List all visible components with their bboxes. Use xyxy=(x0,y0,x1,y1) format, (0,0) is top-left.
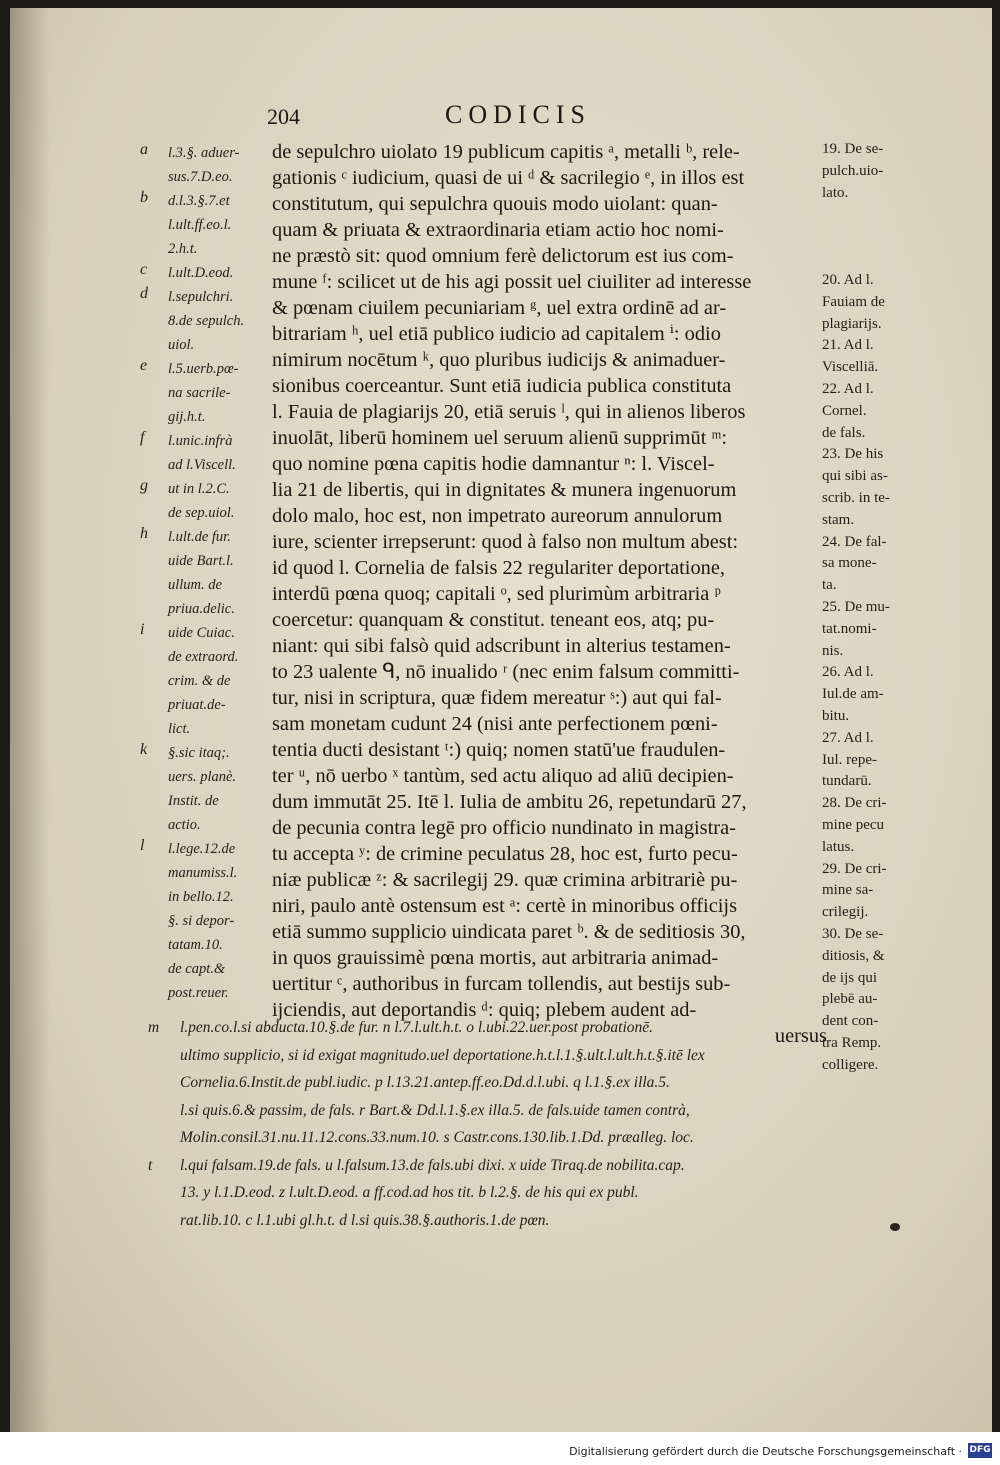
left-note-marker: g xyxy=(140,477,148,494)
left-note-line: uiol. xyxy=(168,337,195,353)
body-text-line: ne præstò sit: quod omnium ferè delictorum est ius com- xyxy=(272,245,734,267)
footnote-line xyxy=(148,1124,838,1152)
left-note-line: in bello.12. xyxy=(168,889,234,905)
right-note-line: nis. xyxy=(822,642,844,659)
body-text-line: niæ publicæ ᶻ: & sacrilegij 29. quæ crimina arbitrariè pu- xyxy=(272,869,738,891)
left-note-line: l.lege.12.de xyxy=(168,841,236,857)
right-note-line: ta. xyxy=(822,577,837,594)
left-note-marker: a xyxy=(140,141,148,158)
body-text-line: quam & priuata & extraordinaria etiam actio hoc nomi- xyxy=(272,219,724,241)
left-note-line: gij.h.t. xyxy=(168,409,206,425)
page-number: 204 xyxy=(267,104,300,129)
right-note-line: mine sa- xyxy=(822,882,874,899)
right-note-line: Fauiam de xyxy=(822,293,885,310)
gutter-shadow xyxy=(10,8,50,1432)
left-note-line: manumiss.l. xyxy=(168,865,238,881)
right-note-line: de ijs qui xyxy=(822,969,877,986)
right-note-line: tra Remp. xyxy=(822,1035,882,1051)
left-note-line: ullum. de xyxy=(168,577,222,593)
left-note-marker: b xyxy=(140,189,148,206)
left-note-line: priua.delic. xyxy=(168,601,235,617)
page-header xyxy=(10,100,992,136)
left-note-line: uers. planè. xyxy=(168,769,237,785)
left-note-line: l.ult.de fur. xyxy=(168,529,231,545)
footnote-text: Molin.consil.31.nu.11.12.cons.33.num.10. s Castr.cons.130.lib.1.Dd. præalleg. loc. xyxy=(180,1129,694,1146)
footnote-text: ultimo supplicio, si id exigat magnitudo.uel deportatione.h.t.l.1.§.ult.l.ult.h.t.§.itē lex xyxy=(180,1046,705,1064)
right-note-line: plagiarijs. xyxy=(822,315,882,332)
dfg-logo: DFG xyxy=(968,1443,992,1458)
body-text-line: nimirum nocētum ᵏ, quo pluribus iudicijs & animaduer- xyxy=(272,349,726,371)
left-note-line: actio. xyxy=(168,817,201,833)
left-note-line: l.unic.infrà xyxy=(168,433,233,449)
left-note-line: l.3.§. aduer- xyxy=(168,145,240,161)
footer-strip xyxy=(0,1432,1000,1465)
body-text-line: mune ᶠ: scilicet ut de his agi possit uel ciuiliter ad interesse xyxy=(272,271,752,293)
right-note-line: mine pecu xyxy=(822,817,885,833)
left-note-line: d.l.3.§.7.et xyxy=(168,193,230,209)
footnote-line xyxy=(148,1207,838,1235)
right-note-line: plebē au- xyxy=(822,991,878,1008)
left-note-line: 8.de sepulch. xyxy=(168,313,245,329)
right-note-line: 28. De cri- xyxy=(822,795,887,812)
left-note-line: l.5.uerb.pœ- xyxy=(168,361,239,377)
left-note-line: de capt.& xyxy=(168,961,226,977)
left-note-marker: f xyxy=(140,429,145,446)
body-text-line: inuolāt, liberū hominem uel seruum alienū supprimūt ᵐ: xyxy=(272,427,728,449)
left-note-marker: h xyxy=(140,525,148,542)
body-text-line: sionibus coerceantur. Sunt etiā iudicia publica constituta xyxy=(272,375,732,397)
body-text-line: l. Fauia de plagiarijs 20, etiā seruis ˡ, qui in alienos liberos xyxy=(272,401,746,423)
right-note-line: colligere. xyxy=(822,1056,879,1073)
body-text-line: to 23 ualente ᑫ, nō inualido ʳ (nec enim falsum committi- xyxy=(272,661,740,683)
body-text-line: interdū pœna quoq; capitali ᵒ, sed plurimùm arbitraria ᵖ xyxy=(272,583,721,605)
footnote-text: 13. y l.1.D.eod. z l.ult.D.eod. a ff.cod.ad hos tit. b l.2.§. de his qui ex publ. xyxy=(180,1184,639,1201)
left-note-line: ad l.Viscell. xyxy=(168,457,236,473)
body-text-line: uertitur ᶜ, authoribus in furcam tollendis, aut bestijs sub- xyxy=(272,973,731,995)
right-note-line: pulch.uio- xyxy=(822,162,884,179)
right-note-line: 22. Ad l. xyxy=(822,381,874,397)
footnote-text: l.si quis.6.& passim, de fals. r Bart.& Dd.l.1.§.ex illa.5. de fals.uide tamen contrà, xyxy=(180,1101,690,1119)
left-note-marker: e xyxy=(140,357,148,374)
right-note-line: 29. De cri- xyxy=(822,860,887,877)
body-text-line: uersus xyxy=(774,1025,827,1047)
body-text-line: niri, paulo antè ostensum est ᵃ: certè in minoribus officijs xyxy=(272,895,738,917)
footnote-text: l.pen.co.l.si abducta.10.§.de fur. n l.7.l.ult.h.t. o l.ubi.22.uer.post probationē. xyxy=(180,1019,654,1036)
body-text-line: lia 21 de libertis, qui in dignitates & munera ingenuorum xyxy=(272,479,737,501)
footnote-marker: t xyxy=(148,1156,153,1174)
body-text-line: constitutum, qui sepulchra quouis modo uiolant: quan- xyxy=(272,193,718,215)
body-text-line: de pecunia contra legē pro officio nundinato in magistra- xyxy=(272,817,736,839)
body-text-line: coercetur: quanquam & constitut. teneant eos, atq; pu- xyxy=(272,609,715,631)
body-text-line: de sepulchro uiolato 19 publicum capitis ᵃ, metalli ᵇ, rele- xyxy=(272,141,740,163)
right-note-line: 24. De fal- xyxy=(822,533,887,550)
left-note-marker: c xyxy=(140,261,148,278)
left-note-line: l.ult.D.eod. xyxy=(168,265,234,281)
right-note-line: Cornel. xyxy=(822,402,867,419)
right-note-line: 20. Ad l. xyxy=(822,272,874,288)
left-note-marker: i xyxy=(140,621,145,638)
footnote-marker: m xyxy=(148,1019,160,1036)
right-note-line: tundarū. xyxy=(822,773,872,790)
footnote-text: rat.lib.10. c l.1.ubi gl.h.t. d l.si quis.38.§.authoris.1.de pœn. xyxy=(180,1211,550,1229)
body-text-line: dolo malo, hoc est, non impetrato aureorum annulorum xyxy=(272,505,723,527)
footnote-line xyxy=(148,1179,838,1207)
left-note-line: priuat.de- xyxy=(168,697,226,713)
left-note-line: l.sepulchri. xyxy=(168,289,234,305)
footnote-line xyxy=(148,1014,838,1042)
right-note-line: Viscelliā. xyxy=(822,359,879,376)
body-text-line: gationis ᶜ iudicium, quasi de ui ᵈ & sacrilegio ᵉ, in illos est xyxy=(272,167,745,189)
footnote-line xyxy=(148,1097,838,1125)
right-note-line: sa mone- xyxy=(822,555,877,572)
scanned-page xyxy=(10,8,992,1432)
right-note-line: bitu. xyxy=(822,708,850,724)
left-note-marker: k xyxy=(140,741,148,758)
left-note-line: l.ult.ff.eo.l. xyxy=(168,217,232,233)
right-note-line: latus. xyxy=(822,838,855,855)
body-text-line: tu accepta ʸ: de crimine peculatus 28, hoc est, furto pecu- xyxy=(272,843,738,865)
right-note-line: qui sibi as- xyxy=(822,468,888,485)
body-text-line: bitrariam ʰ, uel etiā publico iudicio ad capitalem ⁱ: odio xyxy=(272,323,721,345)
right-note-line: ditiosis, & xyxy=(822,947,885,964)
right-note-line: 30. De se- xyxy=(822,926,884,942)
left-note-line: 2.h.t. xyxy=(168,241,198,257)
left-note-marker: d xyxy=(140,285,148,302)
right-note-line: 26. Ad l. xyxy=(822,664,874,681)
left-note-line: de extraord. xyxy=(168,649,239,665)
footnote-line xyxy=(148,1069,838,1097)
right-note-line: 21. Ad l. xyxy=(822,337,874,354)
left-note-line: lict. xyxy=(168,721,191,737)
right-note-line: crilegij. xyxy=(822,904,869,921)
right-note-line: lato. xyxy=(822,184,849,201)
body-text-line: etiā summo supplicio uindicata paret ᵇ. & de seditiosis 30, xyxy=(272,921,746,943)
left-note-line: de sep.uiol. xyxy=(168,505,235,521)
left-note-line: §.sic itaq;. xyxy=(168,745,230,761)
right-note-line: 27. Ad l. xyxy=(822,729,874,746)
left-note-line: na sacrile- xyxy=(168,385,231,401)
body-text-line: niant: qui sibi falsò quid adscribunt in alterius testamen- xyxy=(272,635,731,657)
left-note-line: uide Bart.l. xyxy=(168,553,234,569)
right-note-line: Iul. repe- xyxy=(822,751,877,768)
body-text-line: quo nomine pœna capitis hodie damnantur ⁿ: l. Viscel- xyxy=(272,453,715,475)
body-text-line: ijciendis, aut deportandis ᵈ: quiq; plebem audent ad- xyxy=(272,999,697,1021)
left-note-line: §. si depor- xyxy=(168,913,235,929)
footnotes xyxy=(148,1014,838,1234)
right-note-line: stam. xyxy=(822,511,855,528)
funding-credit: Digitalisierung gefördert durch die Deutsche Forschungsgemeinschaft · xyxy=(569,1445,962,1458)
right-note-line: 19. De se- xyxy=(822,141,884,157)
right-note-line: 25. De mu- xyxy=(822,599,890,615)
right-note-line: Iul.de am- xyxy=(822,686,884,703)
right-note-line: tat.nomi- xyxy=(822,620,877,637)
body-text-line: tur, nisi in scriptura, quæ fidem mereatur ˢ:) aut qui fal- xyxy=(272,687,722,709)
left-note-line: ut in l.2.C. xyxy=(168,481,230,497)
footnote-text: Cornelia.6.Instit.de publ.iudic. p l.13.21.antep.ff.eo.Dd.d.l.ubi. q l.1.§.ex illa.5. xyxy=(180,1074,670,1091)
body-text-line: in quos grauissimè pœna mortis, aut arbitraria animad- xyxy=(272,947,719,969)
left-note-line: post.reuer. xyxy=(168,985,229,1001)
body-text-line: tentia ducti desistant ᵗ:) quiq; nomen statū'ue fraudulen- xyxy=(272,739,726,761)
right-note-line: 23. De his xyxy=(822,446,884,463)
footnote-line xyxy=(148,1042,838,1070)
body-text-line: ter ᵘ, nō uerbo ˣ tantùm, sed actu aliquo ad aliū decipien- xyxy=(272,765,734,787)
right-note-line: scrib. in te- xyxy=(822,490,890,506)
body-text-line: iure, scienter irrepserunt: quod à falso non multum abest: xyxy=(272,531,739,553)
left-note-line: tatam.10. xyxy=(168,937,223,953)
body-text-line: id quod l. Cornelia de falsis 22 regulariter deportatione, xyxy=(272,557,725,579)
body-text-line: & pœnam ciuilem pecuniariam ᵍ, uel extra ordinē ad ar- xyxy=(272,297,727,319)
left-note-line: sus.7.D.eo. xyxy=(168,169,233,185)
footnote-line xyxy=(148,1152,838,1180)
ink-ornament xyxy=(890,1223,900,1231)
running-title: CODICIS xyxy=(445,100,592,129)
left-note-marker: l xyxy=(140,837,145,854)
right-note-line: dent con- xyxy=(822,1013,879,1030)
body-text-line: dum immutāt 25. Itē l. Iulia de ambitu 26, repetundarū 27, xyxy=(272,791,747,813)
left-note-line: crim. & de xyxy=(168,673,231,689)
right-note-line: de fals. xyxy=(822,424,866,441)
left-note-line: uide Cuiac. xyxy=(168,625,235,641)
footnote-text: l.qui falsam.19.de fals. u l.falsum.13.de fals.ubi dixi. x uide Tiraq.de nobilita.cap. xyxy=(180,1156,685,1174)
body-text-line: sam monetam cudunt 24 (nisi ante perfectionem pœni- xyxy=(272,713,718,735)
left-note-line: Instit. de xyxy=(168,793,219,809)
main-text-column xyxy=(272,139,827,1049)
